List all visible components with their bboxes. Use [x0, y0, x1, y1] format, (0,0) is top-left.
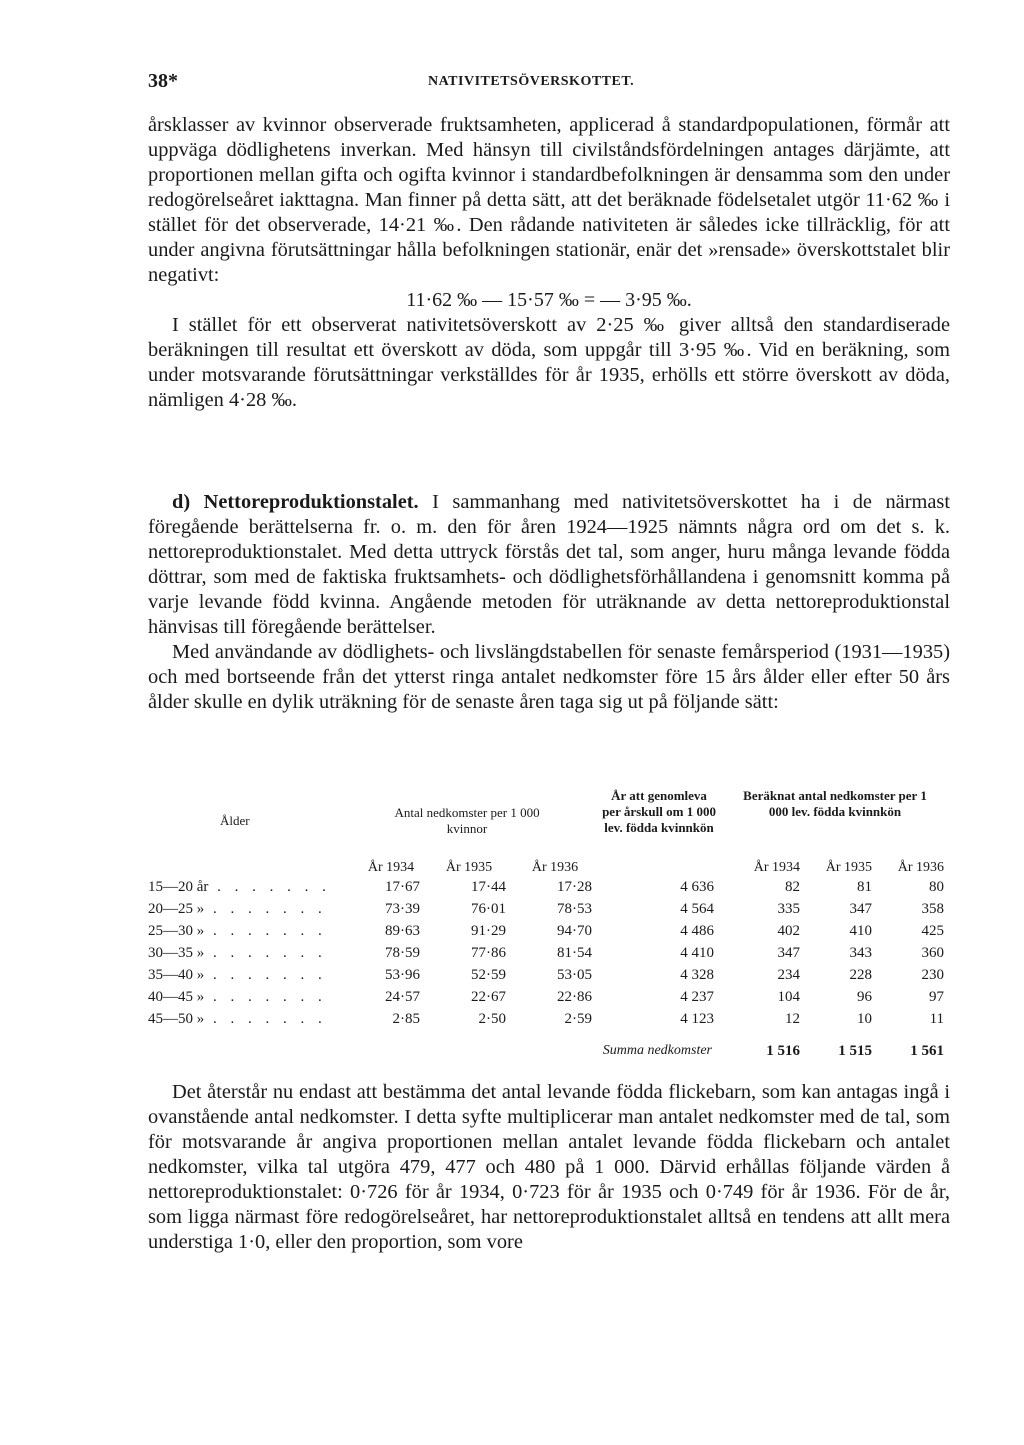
- computed-1934-cell: 234: [777, 967, 801, 983]
- births-1934-cell: 53·96: [385, 967, 420, 983]
- year-header: År 1935: [445, 860, 493, 875]
- nedkomster-table: [148, 788, 950, 1072]
- computed-1936-cell: 11: [929, 1011, 945, 1027]
- births-1936-cell: 17·28: [557, 879, 593, 895]
- year-spacer: [598, 854, 720, 876]
- births-1934-cell: 73·39: [385, 901, 420, 917]
- paragraph-3-text: I sammanhang med nativitetsöverskottet ha i de närmast föregående berättelserna fr. o. m. den för åren 1924—1925 nämnts några ord om det s. k. nettoreproduktionstalet. Med detta uttryck förstås det tal, som anger, huru många levande födda döttrar, som med de faktiska fruktsamhets- och dödlighetsförhållandena i genomsnitt komma på varje levande född kvinna. Angående metoden för uträknande av detta nettoreproduktionstal hänvisas till föregående berättelser.: [148, 491, 951, 638]
- births-1936-cell: 78·53: [557, 901, 593, 917]
- births-1934-cell: 17·67: [385, 879, 420, 895]
- year-spacer: [148, 854, 356, 876]
- col-header-years-lived: År att genomleva per årskull om 1 000 lev. födda kvinnkön: [602, 788, 716, 835]
- age-cell: [148, 1008, 356, 1030]
- births-1935-cell: 91·29: [471, 923, 506, 939]
- total-row: [148, 1030, 950, 1064]
- births-1936-cell: 94·70: [557, 923, 593, 939]
- paragraph-4: Med användande av dödlighets- och livslängdstabellen för senaste femårsperiod (1931—1935) och med bortseende från det ytterst ringa antalet nedkomster före 15 års ålder eller efter 50 års ålder skulle en dylik uträkning för de senaste åren taga sig ut på följande sätt:: [148, 641, 950, 713]
- computed-1934-cell: 12: [785, 1011, 801, 1027]
- total-value: 1 515: [838, 1043, 873, 1059]
- year-header: År 1935: [825, 860, 873, 875]
- computed-1936-cell: 230: [921, 967, 945, 983]
- total-value: 1 516: [766, 1043, 801, 1059]
- age-label: 40—45 »: [148, 989, 205, 1005]
- years-lived-cell: 4 328: [680, 967, 715, 983]
- computed-1935-cell: 343: [849, 945, 873, 961]
- computed-1934-cell: 82: [785, 879, 801, 895]
- table-row: [148, 898, 950, 920]
- age-label: 30—35 »: [148, 945, 205, 961]
- dot-leader: . . . . . . .: [204, 945, 327, 961]
- computed-1935-cell: 96: [857, 989, 873, 1005]
- births-1934-cell: 2·85: [392, 1011, 420, 1027]
- computed-1934-cell: 104: [777, 989, 801, 1005]
- years-lived-cell: 4 636: [680, 879, 715, 895]
- paragraph-1: årsklasser av kvinnor observerade fruktsamheten, applicerad å standardpopulationen, förmår att uppväga dödlighetens inverkan. Med hänsyn till civilståndsfördelningen antages därjämte, att proportionen mellan gifta och ogifta kvinnor i standardbefolkningen är densamma som den under redogörelseåret iakttagna. Man finner på detta sätt, att det beräknade födelsetalet utgör 11·62 ‰ i stället för det observerade, 14·21 ‰. Den rådande nativiteten är således icke tillräcklig, för att under angivna förutsättningar hålla befolkningen stationär, enär det »rensade» överskottstalet blir negativt:: [148, 114, 950, 286]
- computed-1934-cell: 347: [777, 945, 801, 961]
- births-1935-cell: 76·01: [471, 901, 506, 917]
- births-1935-cell: 52·59: [471, 967, 506, 983]
- dot-leader: . . . . . . .: [204, 989, 327, 1005]
- col-header-computed: Beräknat antal nedkomster per 1 000 lev. födda kvinnkön: [743, 788, 927, 819]
- computed-1936-cell: 358: [921, 901, 945, 917]
- years-lived-cell: 4 237: [680, 989, 715, 1005]
- age-cell: [148, 964, 356, 986]
- year-header: År 1934: [367, 860, 415, 875]
- years-lived-cell: 4 564: [680, 901, 715, 917]
- years-lived-cell: 4 486: [680, 923, 715, 939]
- paragraph-5: Det återstår nu endast att bestämma det antal levande födda flickebarn, som kan antagas ingå i ovanstående antal nedkomster. I detta syfte multiplicerar man antalet nedkomster med de tal, som för motsvarande år angiva proportionen mellan antalet levande födda flickebarn och antalet nedkomster, vilka tal utgöra 479, 477 och 480 på 1 000. Därvid erhållas följande värden å nettoreproduktionstalet: 0·726 för år 1934, 0·723 för år 1935 och 0·749 för år 1936. För de år, som ligga närmast före redogörelseåret, har nettoreproduktionstalet alltså en tendens att allt mera understiga 1·0, eller den proportion, som vore: [148, 1081, 950, 1253]
- year-header: År 1934: [753, 860, 801, 875]
- age-cell: [148, 986, 356, 1008]
- dot-leader: . . . . . . .: [204, 967, 327, 983]
- formula: 11·62 ‰ — 15·57 ‰ = — 3·95 ‰.: [406, 289, 692, 311]
- year-header: År 1936: [531, 860, 579, 875]
- births-1934-cell: 89·63: [385, 923, 420, 939]
- age-cell: [148, 876, 356, 898]
- col-header-age: Ålder: [220, 813, 250, 828]
- computed-1935-cell: 347: [849, 901, 873, 917]
- births-1935-cell: 77·86: [471, 945, 506, 961]
- computed-1934-cell: 335: [777, 901, 801, 917]
- computed-1936-cell: 360: [921, 945, 945, 961]
- births-1936-cell: 53·05: [557, 967, 593, 983]
- births-1936-cell: 2·59: [564, 1011, 593, 1027]
- births-1934-cell: 78·59: [385, 945, 420, 961]
- births-1935-cell: 22·67: [471, 989, 506, 1005]
- births-1935-cell: 17·44: [471, 879, 506, 895]
- births-1936-cell: 22·86: [557, 989, 593, 1005]
- computed-1934-cell: 402: [777, 923, 801, 939]
- table-row: [148, 986, 950, 1008]
- computed-1936-cell: 97: [929, 989, 945, 1005]
- paragraph-3: [148, 490, 950, 640]
- computed-1935-cell: 10: [857, 1011, 873, 1027]
- computed-1936-cell: 425: [921, 923, 945, 939]
- years-lived-cell: 4 123: [680, 1011, 715, 1027]
- dot-leader: . . . . . . .: [204, 1011, 327, 1027]
- total-value: 1 561: [910, 1043, 945, 1059]
- paragraph-2: I stället för ett observerat nativitetsöverskott av 2·25 ‰ giver alltså den standardiserade beräkningen till resultat ett överskott av döda, som uppgår till 3·95 ‰. Vid en beräkning, som under motsvarande förutsättningar verkställdes för år 1935, erhölls ett större överskott av döda, nämligen 4·28 ‰.: [148, 314, 950, 411]
- dot-leader: . . . . . . .: [204, 923, 327, 939]
- text-block-2: [148, 490, 950, 715]
- computed-1935-cell: 410: [849, 923, 873, 939]
- years-lived-cell: 4 410: [680, 945, 715, 961]
- computed-1935-cell: 228: [849, 967, 873, 983]
- table-body: [148, 876, 950, 1030]
- age-label: 45—50 »: [148, 1011, 205, 1027]
- running-head: NATIVITETSÖVERSKOTTET.: [428, 74, 635, 89]
- dot-leader: . . . . . . .: [208, 879, 331, 895]
- dot-leader: . . . . . . .: [204, 901, 327, 917]
- age-label: 15—20 år: [148, 879, 209, 895]
- total-label: Summa nedkomster: [602, 1043, 713, 1058]
- text-block-1: [148, 113, 950, 413]
- page-header: [148, 70, 948, 98]
- table-row: [148, 876, 950, 898]
- table-row: [148, 964, 950, 986]
- computed-1936-cell: 80: [929, 879, 945, 895]
- section-heading: d) Nettoreproduktionstalet.: [172, 491, 419, 513]
- table-row: [148, 920, 950, 942]
- text-block-3: [148, 1080, 950, 1255]
- computed-1935-cell: 81: [857, 879, 873, 895]
- table-row: [148, 1008, 950, 1030]
- births-1936-cell: 81·54: [557, 945, 593, 961]
- age-label: 25—30 »: [148, 923, 205, 939]
- age-label: 35—40 »: [148, 967, 205, 983]
- age-label: 20—25 »: [148, 901, 205, 917]
- births-1935-cell: 2·50: [478, 1011, 506, 1027]
- col-header-births: Antal nedkomster per 1 000 kvinnor: [394, 805, 540, 836]
- age-cell: [148, 898, 356, 920]
- table-row: [148, 942, 950, 964]
- age-cell: [148, 920, 356, 942]
- year-header: År 1936: [897, 860, 945, 875]
- age-cell: [148, 942, 356, 964]
- births-1934-cell: 24·57: [385, 989, 420, 1005]
- page-number: 38*: [148, 70, 178, 92]
